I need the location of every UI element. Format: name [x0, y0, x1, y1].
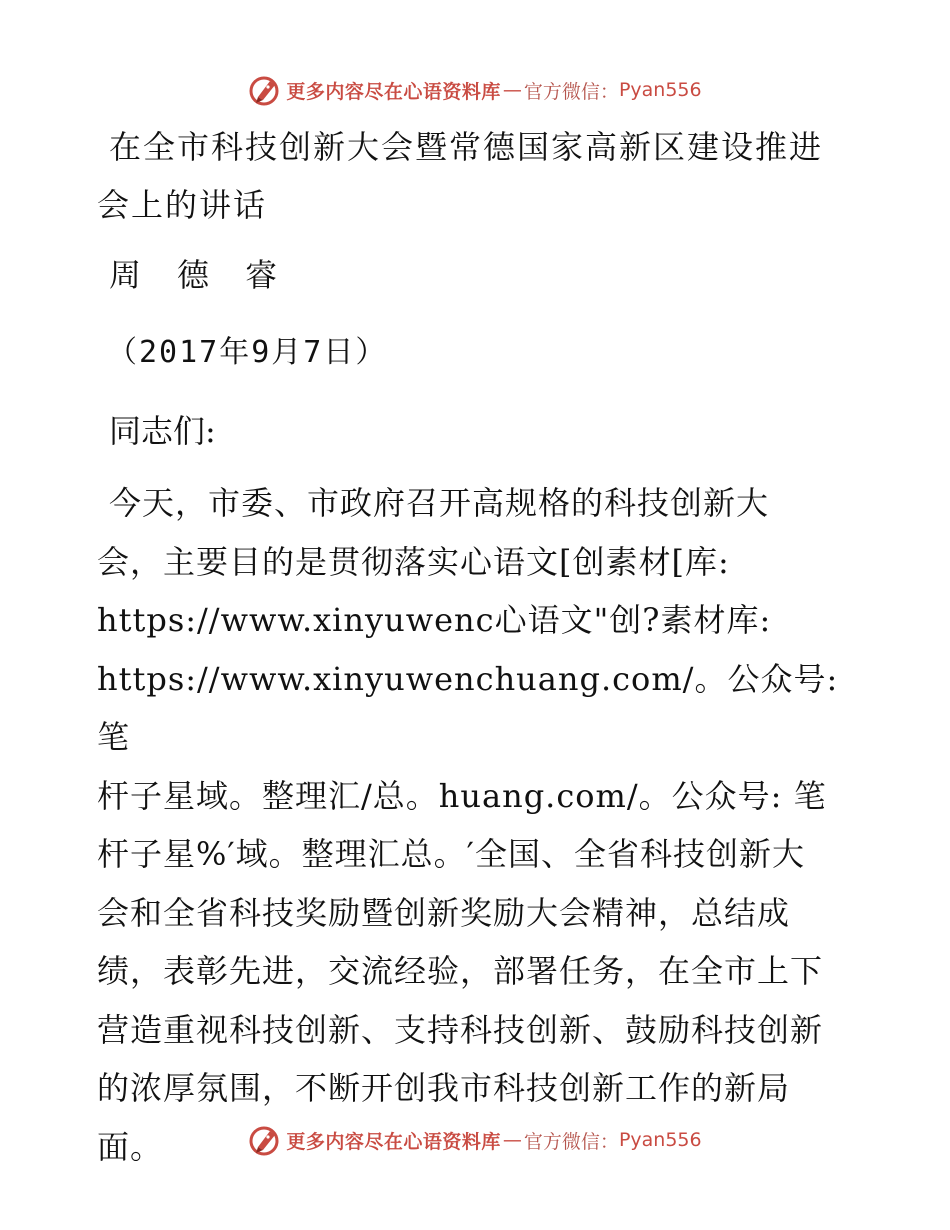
title-line-1: 在全市科技创新大会暨常德国家高新区建设推进 — [109, 128, 824, 166]
body-line: https://www.xinyuwenc心语文"创?素材库: — [97, 601, 772, 639]
footer-banner — [0, 1120, 950, 1160]
document-title — [97, 118, 857, 234]
header-banner — [0, 70, 950, 110]
author-char-1: 周 — [109, 256, 142, 294]
body-line: 杆子星域。整理汇/总。huang.com/。公众号: 笔 — [97, 776, 827, 815]
body-line: 会和全省科技奖励暨创新奖励大会精神，总结成 — [97, 893, 791, 932]
body-line: 杆子星%′域。整理汇总。′全国、全省科技创新大 — [97, 835, 805, 873]
banner-promo-text: 更多内容尽在心语资料库 — [286, 80, 501, 103]
banner-promo-text: 更多内容尽在心语资料库 — [286, 1130, 501, 1153]
document-body — [97, 118, 857, 1176]
body-line: 的浓厚氛围，不断开创我市科技创新工作的新局 — [97, 1069, 791, 1107]
banner-dash: — — [502, 1129, 522, 1151]
banner-wechat-label: 官方微信： — [523, 1130, 619, 1153]
banner-wechat-id: Pyan556 — [618, 1129, 702, 1151]
body-line: 今天，市委、市政府召开高规格的科技创新大 — [109, 484, 770, 522]
banner-wechat-label: 官方微信： — [523, 80, 619, 103]
body-paragraph — [97, 474, 857, 1176]
body-line: 会，主要目的是贯彻落实心语文[创素材[库: — [97, 542, 730, 581]
body-line: https://www.xinyuwenchuang.com/。公众号: 笔 — [97, 659, 839, 756]
author-name — [109, 246, 857, 304]
body-line: 面。 — [97, 1127, 164, 1166]
author-char-3: 睿 — [245, 256, 278, 294]
speech-date: （2017年9月7日） — [107, 335, 388, 370]
banner-wechat-id: Pyan556 — [618, 79, 702, 101]
pen-nib-logo-icon — [248, 1123, 282, 1157]
body-line: 营造重视科技创新、支持科技创新、鼓励科技创新 — [97, 1010, 824, 1049]
banner-dash: — — [502, 79, 522, 101]
author-char-2: 德 — [177, 256, 210, 294]
title-line-2: 会上的讲话 — [97, 186, 268, 224]
body-line: 绩，表彰先进，交流经验，部署任务，在全市上下 — [97, 952, 824, 990]
pen-nib-logo-icon — [248, 73, 282, 107]
salutation: 同志们: — [109, 412, 216, 450]
